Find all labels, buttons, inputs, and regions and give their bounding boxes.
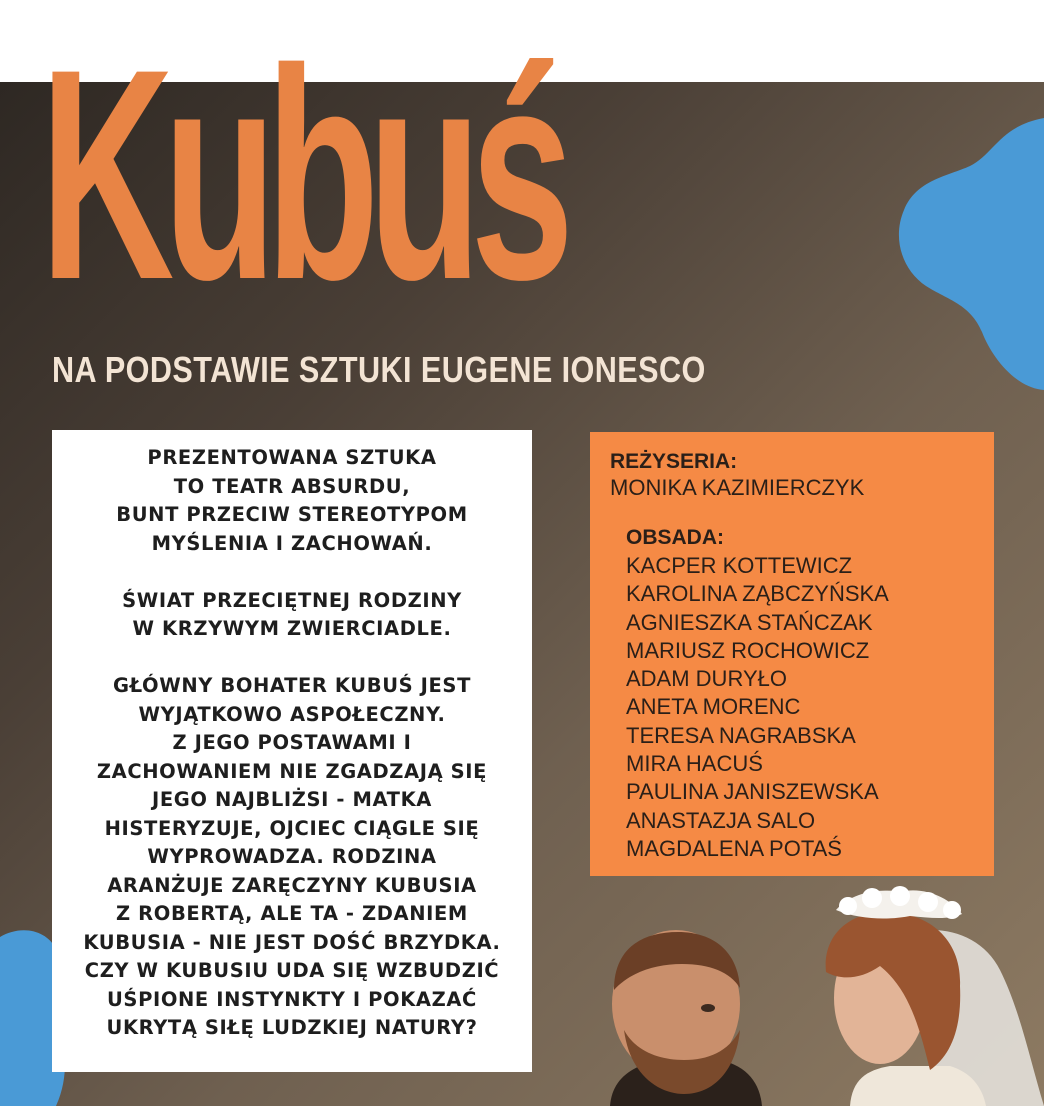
play-subtitle: NA PODSTAWIE SZTUKI EUGENE IONESCO — [52, 349, 706, 390]
description-line: TO TEATR ABSURDU, — [173, 474, 411, 498]
cast-member: ANETA MORENC — [626, 694, 801, 720]
direction-heading: REŻYSERIA: — [610, 450, 738, 473]
description-line: UŚPIONE INSTYNKTY I POKAZAĆ — [107, 987, 477, 1011]
description-line: Z JEGO POSTAWAMI I — [172, 731, 412, 754]
description-line: Z ROBERTĄ, ALE TA - ZDANIEM — [116, 902, 468, 925]
credits-box — [590, 432, 994, 876]
description-line: ŚWIAT PRZECIĘTNEJ RODZINY — [122, 588, 462, 612]
description-line: ARANŻUJE ZARĘCZYNY KUBUSIA — [107, 873, 477, 897]
description-line: WYJĄTKOWO ASPOŁECZNY. — [138, 702, 446, 726]
description-line: KUBUSIA - NIE JEST DOŚĆ BRZYDKA. — [83, 930, 501, 954]
description-line: HISTERYZUJE, OJCIEC CIĄGLE SIĘ — [104, 816, 480, 840]
description-line: ZACHOWANIEM NIE ZGADZAJĄ SIĘ — [96, 759, 488, 783]
cast-member: MAGDALENA POTAŚ — [626, 835, 842, 861]
cast-list — [626, 552, 889, 863]
bride-figure — [826, 886, 1044, 1106]
description-text — [52, 444, 532, 1071]
description-line: GŁÓWNY BOHATER KUBUŚ JEST — [113, 674, 471, 697]
description-line: WYPROWADZA. RODZINA — [147, 845, 437, 868]
cast-member: MARIUSZ ROCHOWICZ — [626, 637, 870, 663]
cast-member: ADAM DURYŁO — [626, 666, 787, 692]
cast-member: AGNIESZKA STAŃCZAK — [626, 609, 873, 635]
cast-heading: OBSADA: — [626, 526, 724, 549]
cast-member: ANASTAZJA SALO — [626, 807, 816, 833]
description-line: UKRYTĄ SIŁĘ LUDZKIEJ NATURY? — [106, 1016, 478, 1039]
description-line: CZY W KUBUSIU UDA SIĘ WZBUDZIĆ — [84, 959, 500, 982]
cast-member: TERESA NAGRABSKA — [626, 722, 856, 748]
description-line: W KRZYWYM ZWIERCIADLE. — [132, 617, 452, 640]
actors-photo — [590, 880, 1044, 1106]
description-box — [52, 430, 532, 1072]
description-paragraph — [52, 672, 532, 1043]
play-title: Kubuś — [40, 6, 563, 342]
description-line: MYŚLENIA I ZACHOWAŃ. — [151, 531, 433, 555]
description-line: BUNT PRZECIW STEREOTYPOM — [116, 503, 468, 526]
director-name: MONIKA KAZIMIERCZYK — [610, 475, 865, 500]
blue-blob-right — [896, 118, 1044, 390]
description-line: JEGO NAJBLIŻSI - MATKA — [152, 788, 432, 811]
description-paragraph — [52, 587, 532, 644]
cast-member: MIRA HACUŚ — [626, 751, 763, 777]
cast-member: KAROLINA ZĄBCZYŃSKA — [626, 581, 889, 607]
cast-member: PAULINA JANISZEWSKA — [626, 779, 879, 805]
cast-member: KACPER KOTTEWICZ — [626, 553, 853, 578]
man-figure — [610, 930, 762, 1106]
description-paragraph — [52, 444, 532, 558]
description-line: PREZENTOWANA SZTUKA — [147, 446, 437, 469]
